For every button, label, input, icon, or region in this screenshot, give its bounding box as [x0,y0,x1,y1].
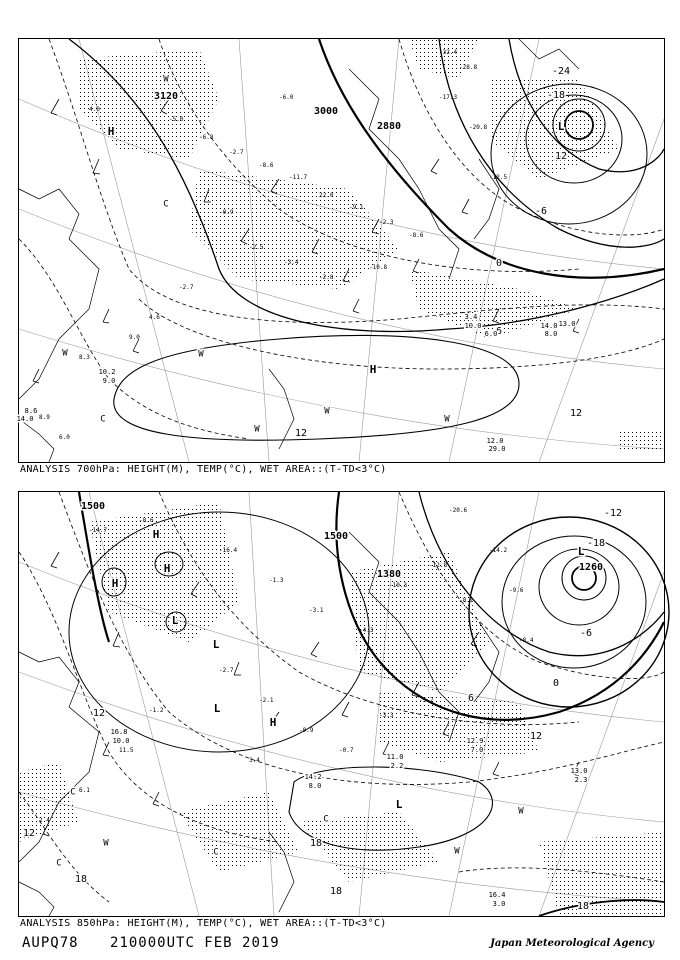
svg-text:-1.2: -1.2 [149,707,164,714]
low-pressure-marker: L [395,798,403,811]
svg-text:-9.1: -9.1 [349,204,364,211]
svg-text:-1.3: -1.3 [269,577,284,584]
station-value: 3.0 [492,900,506,908]
height-contour-label: 1260 [578,562,604,573]
isotherm-label: 12 [92,708,106,719]
isotherm-label: -24 [551,66,571,77]
cold-core-marker: C [163,199,169,210]
svg-text:-17.3: -17.3 [439,94,458,101]
station-value: 7.0 [470,746,484,754]
cold-core-marker: C [56,858,62,869]
map-panel-700hpa [18,38,665,463]
svg-text:-5.0: -5.0 [169,116,184,123]
svg-text:3.4: 3.4 [249,757,260,764]
low-pressure-marker: L [577,545,585,558]
svg-text:-20.6: -20.6 [449,507,468,514]
isotherm-label: 0 [552,678,560,689]
svg-text:-14.2: -14.2 [489,547,508,554]
high-pressure-marker: H [107,125,115,138]
svg-text:-2.8: -2.8 [319,274,334,281]
svg-text:-0.9: -0.9 [299,727,314,734]
station-value: 9.0 [102,377,116,385]
svg-text:-2.5: -2.5 [249,244,264,251]
low-pressure-marker: L [557,120,565,133]
isotherm-label: 18 [309,838,323,849]
caption-850hpa: ANALYSIS 850hPa: HEIGHT(M), TEMP(°C), WET AREA::(T-TD<3°C) [20,918,387,929]
station-value: 13.0 [558,320,576,328]
cold-core-marker: C [70,787,76,798]
svg-text:-2.3: -2.3 [379,219,394,226]
station-value: 10.0 [464,322,482,330]
map-700hpa [16,39,664,462]
height-contour-label: 3120 [153,91,179,102]
isotherm-label: 12 [529,731,543,742]
svg-text:-20.8: -20.8 [469,124,488,131]
svg-text:-32.4: -32.4 [439,49,458,56]
chart-code: AUPQ78 [22,935,79,951]
station-value: 16.8 [110,728,128,736]
station-value: 8.6 [24,407,38,415]
svg-text:-8.4: -8.4 [519,637,534,644]
station-value: 2.2 [390,762,404,770]
svg-text:-2.7: -2.7 [219,667,234,674]
isotherm-label: -12 [603,508,623,519]
svg-text:8.3: 8.3 [79,354,90,361]
svg-text:-3.1: -3.1 [309,607,324,614]
station-value: 8.0 [544,330,558,338]
high-pressure-marker: H [152,528,160,541]
svg-text:-2.7: -2.7 [229,149,244,156]
warm-core-marker: W [454,846,460,857]
isotherm-label: -18 [586,538,606,549]
warm-core-marker: W [254,424,260,435]
station-value: 29.0 [488,445,506,453]
svg-text:22.0: 22.0 [319,192,334,199]
svg-text:-16.4: -16.4 [219,547,238,554]
height-contour-label: 1500 [80,501,106,512]
cold-core-marker: C [213,847,219,858]
isotherm-label: 6 [467,693,475,704]
isotherm-label: 12 [22,828,36,839]
station-value: 13.0 [570,767,588,775]
height-contour-label: 1380 [376,569,402,580]
svg-text:11.5: 11.5 [119,747,134,754]
svg-text:4.6: 4.6 [149,314,160,321]
station-value: 12.9 [466,737,484,745]
warm-core-marker: W [103,838,109,849]
warm-core-marker: W [444,414,450,425]
svg-text:-8.6: -8.6 [259,162,274,169]
svg-text:6.1: 6.1 [79,787,90,794]
svg-text:-8.6: -8.6 [139,517,154,524]
high-pressure-marker: H [369,363,377,376]
low-pressure-marker: L [212,638,220,651]
agency-name: Japan Meteorological Agency [490,938,654,949]
height-contour-label: 1500 [323,531,349,542]
svg-text:-2.1: -2.1 [259,697,274,704]
isotherm-label: 18 [74,874,88,885]
svg-text:-5.7: -5.7 [419,697,434,704]
station-value: 11.0 [386,753,404,761]
warm-core-marker: W [62,348,68,359]
station-value: 14.0 [540,322,558,330]
svg-text:-6.8: -6.8 [199,134,214,141]
isotherm-label: 12 [554,151,568,162]
high-pressure-marker: H [269,716,277,729]
isotherm-label: 12 [569,408,583,419]
isotherm-label: -18 [546,90,566,101]
isotherm-label: 18 [576,901,590,912]
high-pressure-marker: H [163,562,171,575]
warm-core-marker: W [163,74,169,85]
isotherm-label: 18 [329,886,343,897]
isotherm-label: 12 [294,428,308,439]
svg-text:-3.3: -3.3 [379,712,394,719]
svg-text:4.0: 4.0 [89,106,100,113]
station-value: 6.0 [484,330,498,338]
station-value: 2.3 [574,776,588,784]
svg-text:9.0: 9.0 [129,334,140,341]
warm-core-marker: W [324,406,330,417]
svg-text:-28.8: -28.8 [459,64,478,71]
svg-text:6.0: 6.0 [59,434,70,441]
station-value: 10.0 [112,737,130,745]
chart-footer [22,935,302,951]
map-850hpa [19,492,664,916]
valid-time: 210000UTC FEB 2019 [110,935,280,951]
height-contour-label: 2880 [376,121,402,132]
isotherm-label: -6 [579,628,593,639]
station-value: 3.4 [464,313,478,321]
low-rings-850 [469,517,669,707]
height-contour-label: 3000 [313,106,339,117]
svg-text:-8.1: -8.1 [459,597,474,604]
high-pressure-marker: H [111,577,119,590]
cold-core-marker: C [323,814,329,825]
svg-text:-11.7: -11.7 [289,174,308,181]
station-value: 14.0 [16,415,34,423]
isotherm-label: 6 [495,326,503,337]
map-panel-850hpa [18,491,665,917]
station-value: 16.4 [488,891,506,899]
svg-text:-0.7: -0.7 [339,747,354,754]
svg-text:-9.6: -9.6 [509,587,524,594]
warm-core-marker: W [518,806,524,817]
low-pressure-marker: L [171,614,179,627]
svg-text:-3.4: -3.4 [284,259,299,266]
warm-core-marker: W [198,349,204,360]
svg-text:-14.7: -14.7 [89,527,108,534]
station-value: 10.2 [98,368,116,376]
isotherm-label: -6 [534,206,548,217]
svg-text:-4.3: -4.3 [359,627,374,634]
svg-text:-6.0: -6.0 [279,94,294,101]
svg-text:-10.3: -10.3 [389,582,408,589]
low-pressure-marker: L [213,702,221,715]
svg-text:-8.6: -8.6 [409,232,424,239]
svg-text:-2.7: -2.7 [179,284,194,291]
cold-core-marker: C [100,414,106,425]
svg-text:-12.8: -12.8 [429,562,448,569]
svg-text:2.4: 2.4 [39,817,50,824]
station-value: 8.0 [308,782,322,790]
caption-700hpa: ANALYSIS 700hPa: HEIGHT(M), TEMP(°C), WET AREA::(T-TD<3°C) [20,464,387,475]
station-value: 14.2 [304,773,322,781]
station-value: 12.0 [486,437,504,445]
isotherm-label: 0 [495,258,503,269]
svg-text:-0.9: -0.9 [219,209,234,216]
svg-text:8.9: 8.9 [39,414,50,421]
svg-text:-12.5: -12.5 [489,174,508,181]
svg-text:-10.8: -10.8 [369,264,388,271]
